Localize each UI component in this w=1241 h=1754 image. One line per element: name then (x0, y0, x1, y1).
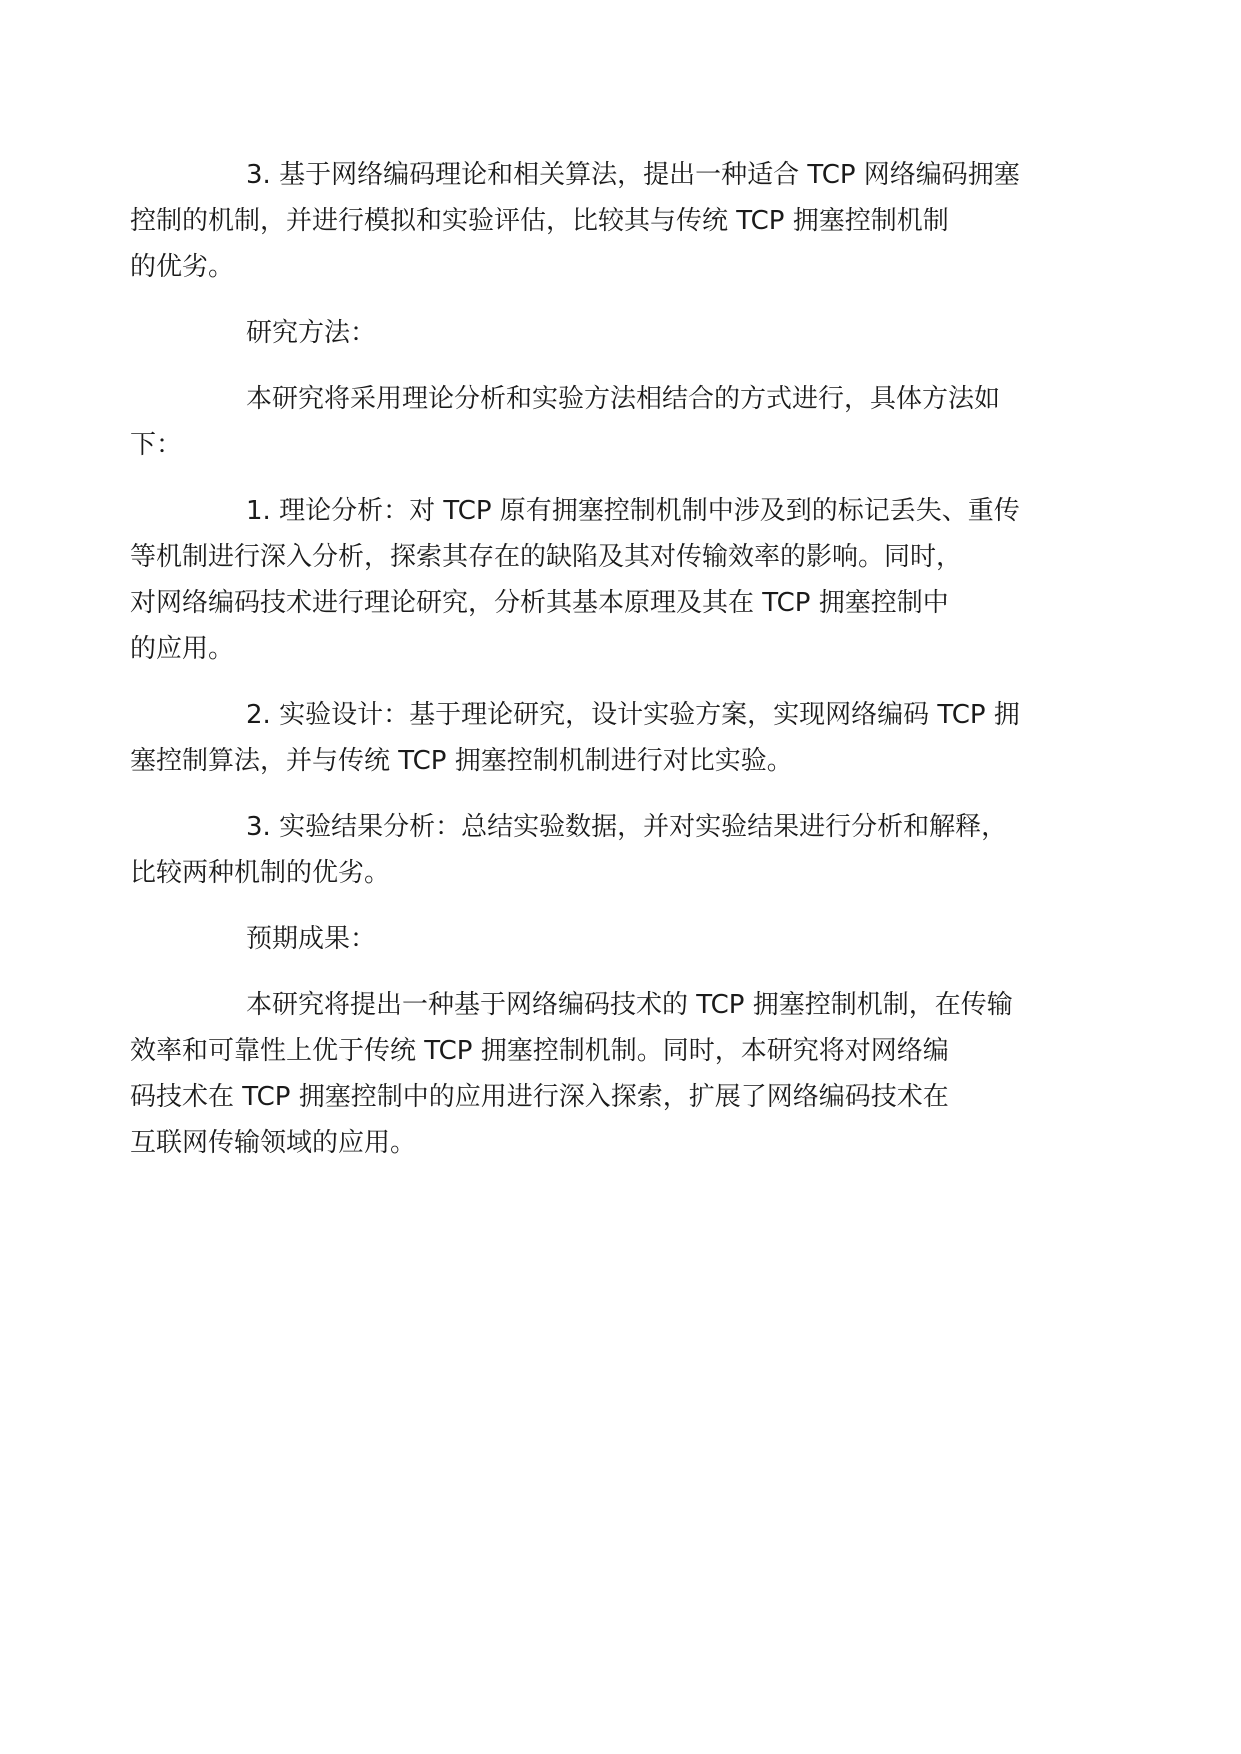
text-line: 效率和可靠性上优于传统 TCP 拥塞控制机制。同时，本研究将对网络编 (130, 1036, 949, 1066)
expected-results-paragraph (130, 982, 1078, 1166)
text-line: 2. 实验设计：基于理论研究，设计实验方案，实现网络编码 TCP 拥 (246, 700, 1020, 730)
objective-3-paragraph (130, 152, 1078, 290)
theory-analysis-paragraph (130, 488, 1078, 672)
text-line: 等机制进行深入分析，探索其存在的缺陷及其对传输效率的影响。同时， (130, 542, 963, 572)
text-line: 控制的机制，并进行模拟和实验评估，比较其与传统 TCP 拥塞控制机制 (130, 206, 949, 236)
expected-results-heading (188, 916, 1078, 962)
text-line: 的应用。 (130, 634, 235, 664)
experiment-design-paragraph (130, 692, 1078, 784)
text-line: 塞控制算法，并与传统 TCP 拥塞控制机制进行对比实验。 (130, 746, 793, 776)
text-line: 研究方法： (246, 318, 377, 348)
text-line: 预期成果： (246, 924, 377, 954)
text-line: 对网络编码技术进行理论研究，分析其基本原理及其在 TCP 拥塞控制中 (130, 588, 949, 618)
text-line: 的优劣。 (130, 252, 235, 282)
result-analysis-paragraph (130, 804, 1078, 896)
text-line: 本研究将采用理论分析和实验方法相结合的方式进行，具体方法如 (246, 384, 1001, 414)
text-line: 比较两种机制的优劣。 (130, 858, 391, 888)
document-body (130, 152, 1078, 1186)
text-line: 互联网传输领域的应用。 (130, 1128, 417, 1158)
text-line: 3. 基于网络编码理论和相关算法，提出一种适合 TCP 网络编码拥塞 (246, 160, 1020, 190)
text-line: 3. 实验结果分析：总结实验数据，并对实验结果进行分析和解释， (246, 812, 1008, 842)
text-line: 本研究将提出一种基于网络编码技术的 TCP 拥塞控制机制，在传输 (246, 990, 1013, 1020)
methods-intro-paragraph (130, 376, 1078, 468)
text-line: 码技术在 TCP 拥塞控制中的应用进行深入探索，扩展了网络编码技术在 (130, 1082, 949, 1112)
research-methods-heading (188, 310, 1078, 356)
text-line: 下： (130, 430, 183, 460)
text-line: 1. 理论分析：对 TCP 原有拥塞控制机制中涉及到的标记丢失、重传 (246, 496, 1020, 526)
